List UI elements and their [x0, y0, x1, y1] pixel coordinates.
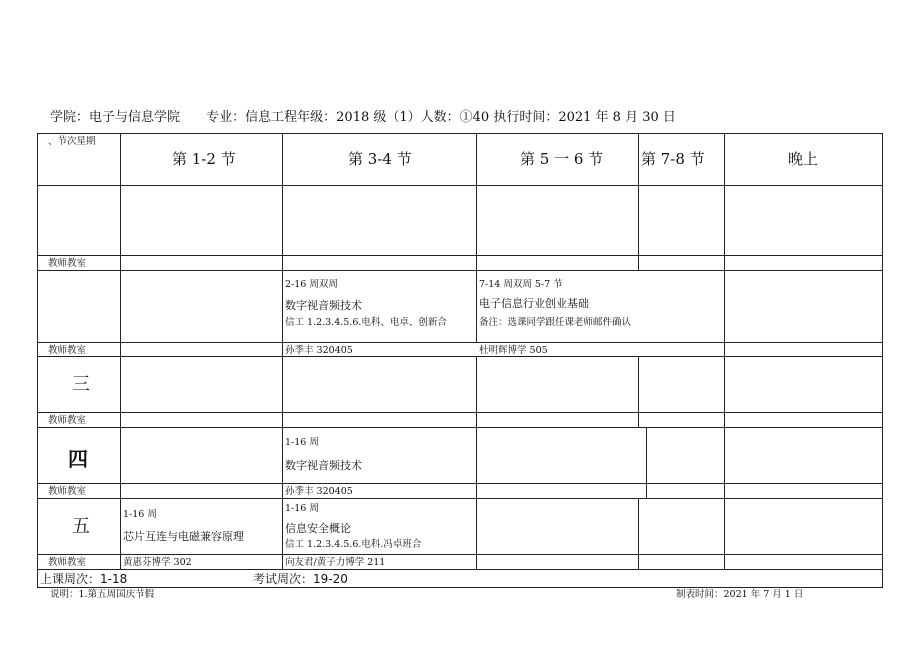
major-info: 专业：信息工程年级：2018 级（1）人数：①40 执行时间：2021 年 8 月 30 日 — [206, 110, 676, 125]
course-name: 数字视音频技术 — [285, 299, 362, 312]
college-info: 学院：电子与信息学院 — [50, 110, 181, 125]
exam-weeks: 考试周次：19-20 — [253, 572, 348, 586]
course-weeks: 7-14 周双周 5-7 节 — [479, 279, 563, 290]
course-classes: 信工 1.2.3.4.5.6.电科、电卓、创新合 — [285, 317, 447, 328]
course-name: 信息安全概论 — [285, 522, 351, 535]
teacher-room-label: 教师教室 — [48, 486, 87, 497]
course-teacher: 杜明辉博学 505 — [479, 345, 548, 356]
course-teacher: 向友君/黄子力博学 211 — [285, 557, 386, 568]
day-label-thursday: 四 — [68, 447, 88, 471]
column-header-7-8: 第 7-8 节 — [641, 150, 705, 168]
teacher-room-label: 教师教室 — [48, 345, 87, 356]
column-header-3-4: 第 3-4 节 — [348, 150, 412, 168]
corner-label: 、节次星期 — [48, 136, 96, 147]
column-header-1-2: 第 1-2 节 — [172, 150, 236, 168]
column-header-5-6: 第 5 一 6 节 — [520, 150, 604, 168]
course-weeks: 1-16 周 — [123, 509, 157, 520]
made-time: 制表时间：2021 年 7 月 1 日 — [676, 589, 804, 600]
day-label-wednesday: 三 — [72, 374, 90, 395]
teacher-room-label: 教师教室 — [48, 258, 87, 269]
course-name: 电子信息行业创业基础 — [479, 297, 589, 310]
course-weeks: 1-16 周 — [285, 437, 319, 448]
class-weeks: 上课周次：1-18 — [40, 572, 128, 586]
column-header-evening: 晚上 — [788, 150, 819, 168]
course-teacher: 黄惠芬博学 302 — [123, 557, 192, 568]
footer-note: 说明：1.第五周国庆节假 — [50, 589, 155, 600]
course-name: 芯片互连与电磁兼容原理 — [123, 530, 244, 543]
teacher-room-label: 教师教室 — [48, 415, 87, 426]
course-teacher: 孙季丰 320405 — [285, 486, 353, 497]
day-label-friday: 五 — [72, 516, 90, 537]
course-note: 备注：选课同学跟任课老师邮件确认 — [479, 317, 632, 328]
course-name: 数字视音频技术 — [285, 459, 362, 472]
schedule-header — [50, 106, 870, 125]
course-classes: 信工 1.2.3.4.5.6.电科.冯卓班合 — [285, 539, 422, 550]
course-weeks: 1-16 周 — [285, 503, 319, 514]
course-teacher: 孙季丰 320405 — [285, 345, 353, 356]
teacher-room-label: 教师教室 — [48, 557, 87, 568]
course-weeks: 2-16 周双周 — [285, 279, 338, 290]
